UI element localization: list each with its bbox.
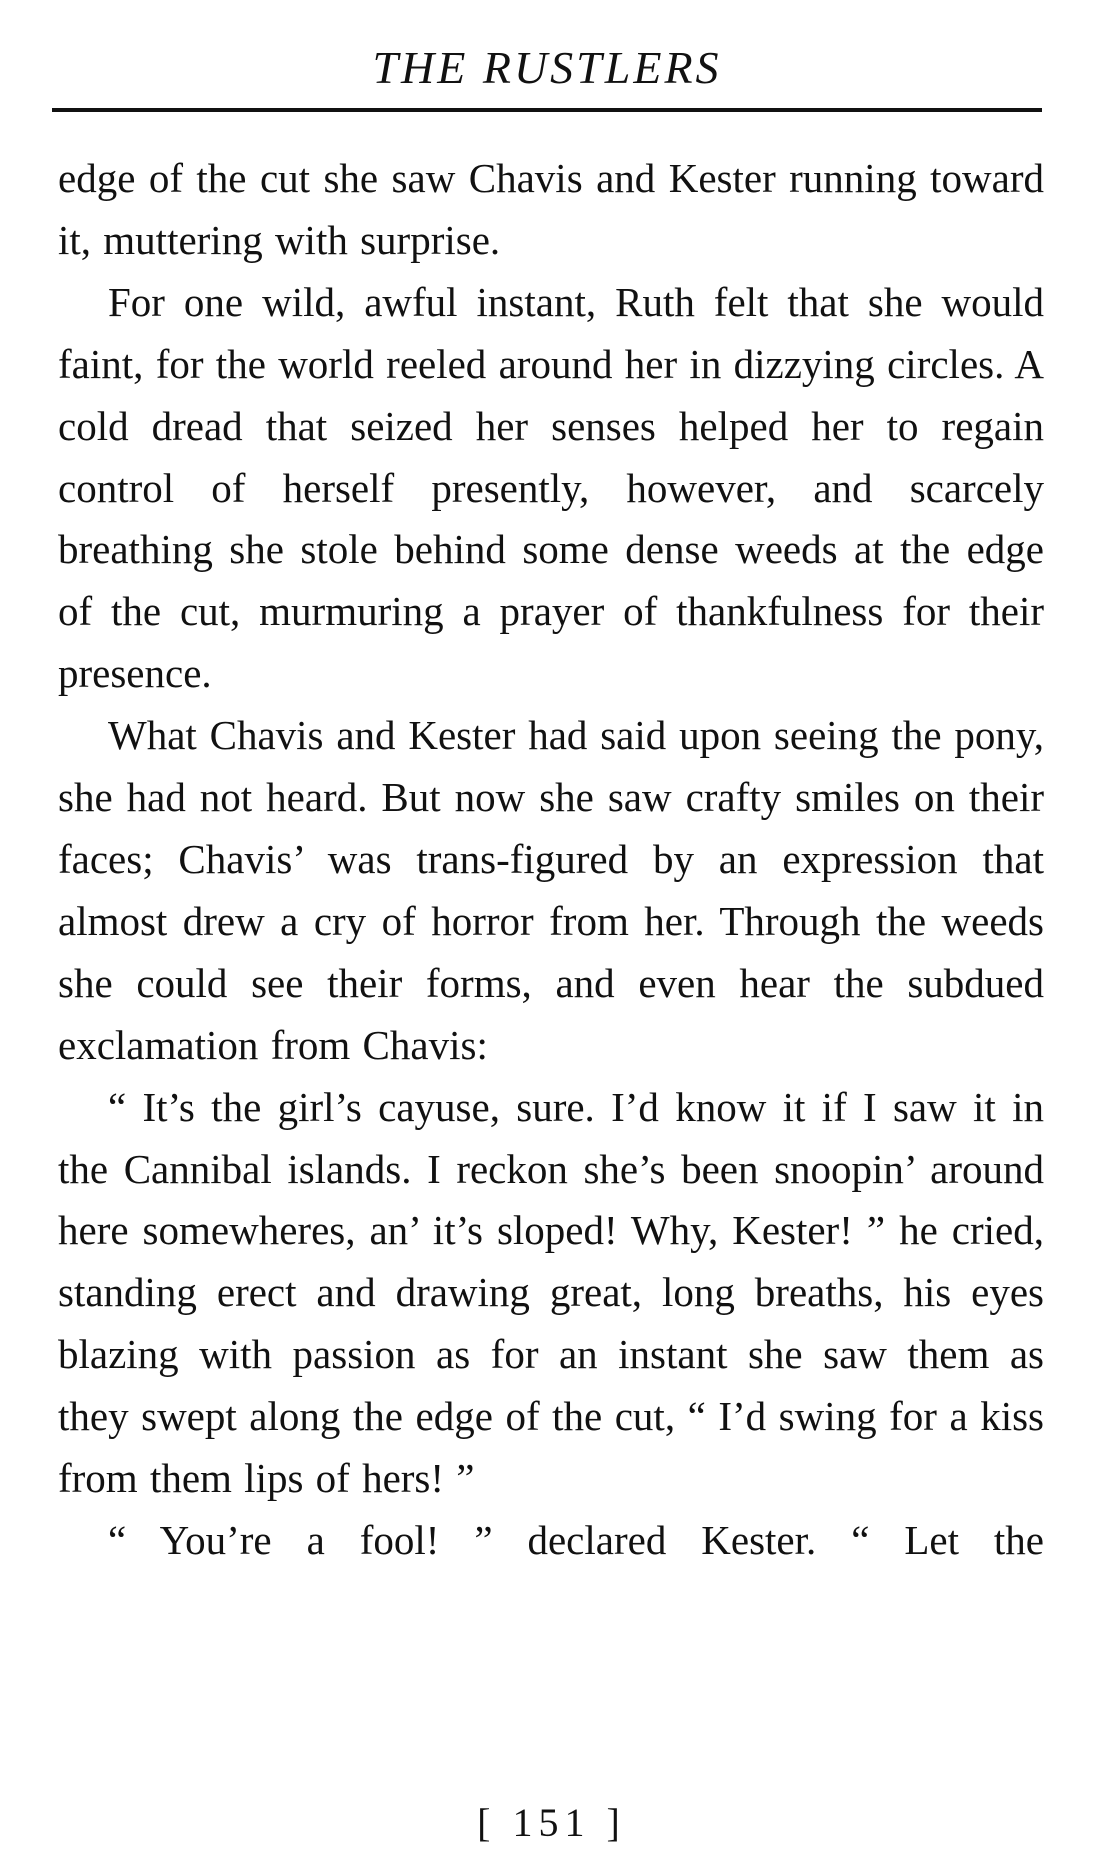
paragraph-chavis-kester: What Chavis and Kester had said upon seeing the pony, she had not heard. But now she saw crafty smiles on their faces; Chavis’ was trans-figured by an expression that almost drew a cry of horror from her. Through the weeds she could see their forms, and even hear the subdued exclamation from Chavis: [58,712,1044,1068]
header-rule [52,108,1042,112]
paragraph-chavis-speech: “ It’s the girl’s cayuse, sure. I’d know it if I saw it in the Cannibal islands. I reckon she’s been snoopin’ around here somewheres, an’ it’s sloped! Why, Kester! ” he cried, standing erect and drawing great, long breaths, his eyes blazing with passion as for an instant she saw them as they swept along the edge of the cut, “ I’d swing for a kiss from them lips of hers! ” [58,1083,1044,1502]
paragraph-kester-reply: “ You’re a fool! ” declared Kester. “ Let the [108,1516,1044,1563]
paragraph-continuation: edge of the cut she saw Chavis and Kester running toward it, muttering with surprise. [58,155,1044,263]
page-number: [ 151 ] [477,1800,626,1845]
body-text [58,148,1044,1572]
paragraph-ruth-faint: For one wild, awful instant, Ruth felt that she would faint, for the world reeled around her in dizzying circles. A cold dread that seized her senses helped her to regain control of herself presently, however, and scarcely breathing she stole behind some dense weeds at the edge of the cut, murmuring a prayer of thankfulness for their presence. [58,278,1044,697]
running-head: THE RUSTLERS [372,42,722,93]
